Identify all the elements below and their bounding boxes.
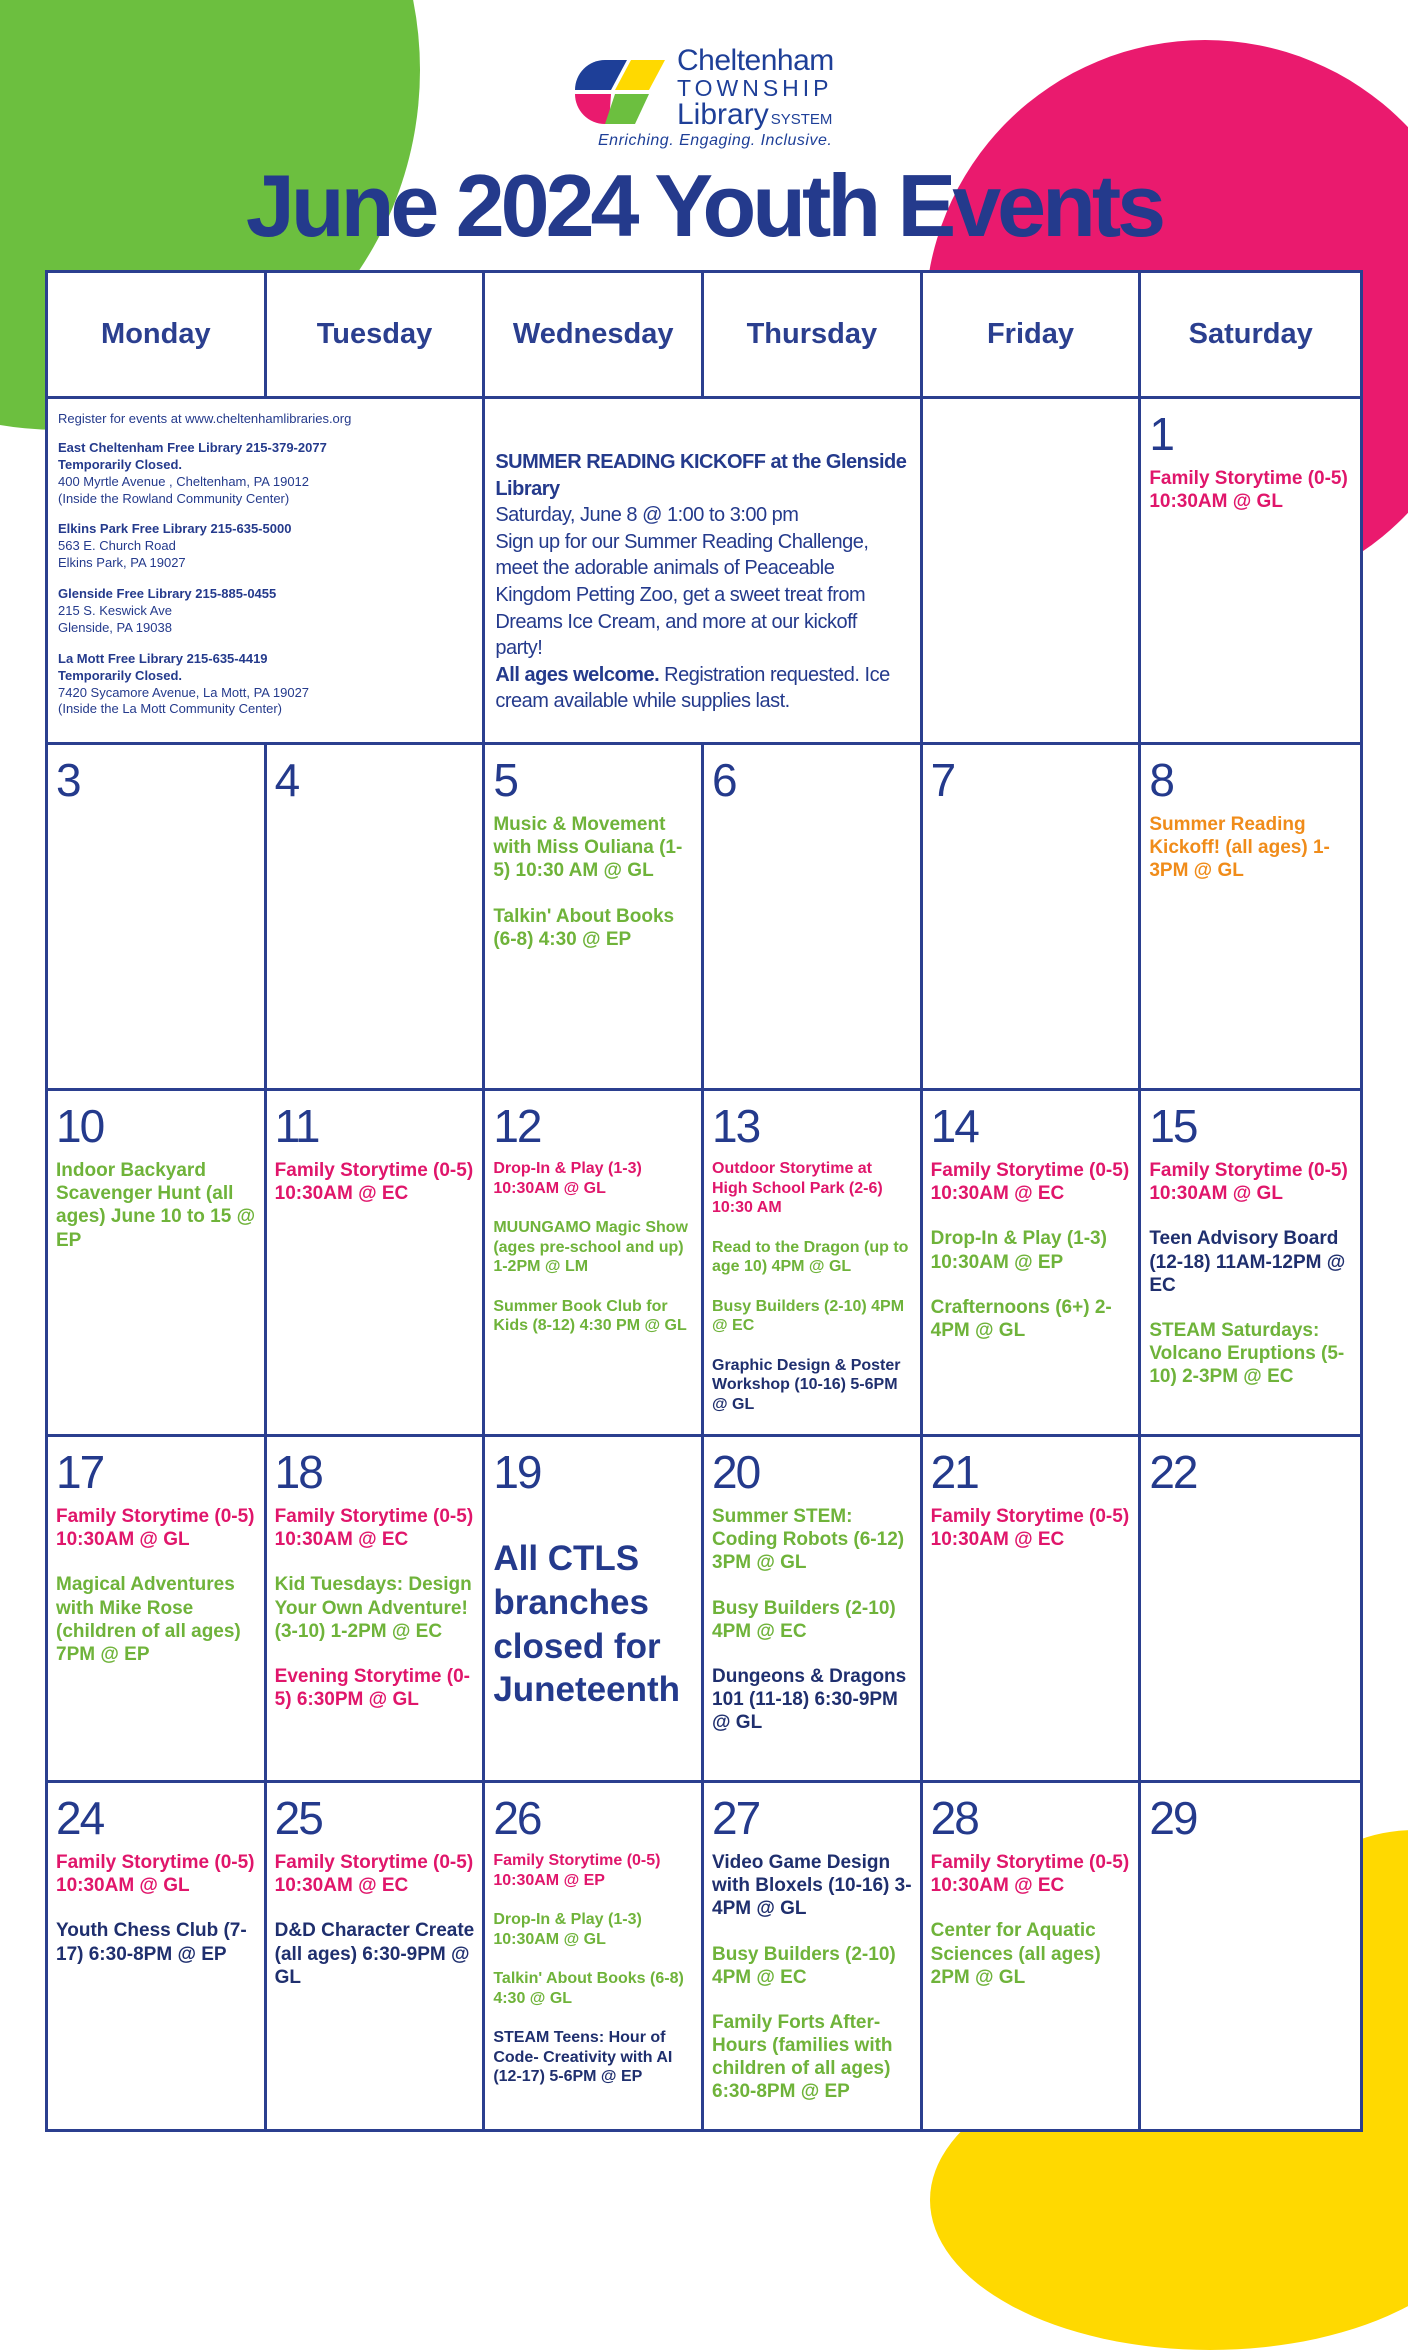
day-cell-20 — [704, 1437, 923, 1783]
day-number: 19 — [493, 1446, 541, 1498]
calendar-grid — [45, 270, 1363, 2132]
day-number: 24 — [56, 1792, 104, 1844]
day-cell-6 — [704, 745, 923, 1091]
day-header-wednesday: Wednesday — [485, 273, 704, 399]
day-cell-8 — [1141, 745, 1360, 1091]
event-item: Crafternoons (6+) 2-4PM @ GL — [930, 1296, 1112, 1341]
day-cell-11 — [267, 1091, 486, 1437]
branch-address: 563 E. Church Road — [58, 538, 176, 554]
day-cell-24 — [48, 1783, 267, 2129]
event-item: Teen Advisory Board (12-18) 11AM-12PM @ EC — [1149, 1228, 1346, 1296]
branch-name: Glenside Free Library 215-885-0455 — [58, 586, 277, 602]
event-item: Center for Aquatic Sciences (all ages) 2PM @ GL — [930, 1920, 1101, 1988]
event-item: Busy Builders (2-10) 4PM @ EC — [712, 1597, 896, 1642]
event-item: Drop-In & Play (1-3) 10:30AM @ GL — [493, 1911, 642, 1948]
event-item: Talkin' About Books (6-8) 4:30 @ GL — [493, 1970, 684, 2007]
branch-info-cell — [48, 399, 485, 745]
event-item: STEAM Saturdays: Volcano Eruptions (5-10) 2-3PM @ EC — [1149, 1319, 1345, 1388]
day-cell-29 — [1141, 1783, 1360, 2129]
branch-address: 7420 Sycamore Avenue, La Mott, PA 19027 — [58, 684, 310, 700]
branch-east-cheltenham — [58, 440, 472, 508]
event-item: Video Game Design with Bloxels (10-16) 3-4PM @ GL — [712, 1852, 912, 1920]
event-item: MUUNGAMO Magic Show (ages pre-school and up) 1-2PM @ LM — [493, 1219, 688, 1276]
day-header-friday: Friday — [923, 273, 1142, 399]
kickoff-description: Sign up for our Summer Reading Challenge, meet the adorable animals of Peaceable Kingdom Petting Zoo, get a sweet treat from Dreams Ice Cream, and more at our kickoff party! — [495, 530, 869, 660]
logo-line-library: Library — [677, 98, 769, 131]
day-number: 13 — [712, 1100, 760, 1152]
event-item: D&D Character Create (all ages) 6:30-9PM @ GL — [274, 1920, 475, 1988]
logo-tagline: Enriching. Engaging. Inclusive. — [598, 132, 833, 149]
day-cell-13 — [704, 1091, 923, 1437]
branch-address-city: Elkins Park, PA 19027 — [58, 555, 186, 571]
day-cell-17 — [48, 1437, 267, 1783]
closure-notice: All CTLS branches closed for Juneteenth — [493, 1539, 681, 1710]
event-item: Busy Builders (2-10) 4PM @ EC — [712, 1297, 905, 1335]
branch-status: Temporarily Closed. — [58, 667, 183, 683]
day-number: 20 — [712, 1446, 760, 1498]
day-number: 25 — [274, 1792, 322, 1844]
day-header-monday: Monday — [48, 273, 267, 399]
event-item: Talkin' About Books (6-8) 4:30 @ EP — [493, 905, 675, 950]
branch-address-note: (Inside the Rowland Community Center) — [58, 490, 290, 506]
event-item: Youth Chess Club (7-17) 6:30-8PM @ EP — [56, 1920, 247, 1965]
day-header-thursday: Thursday — [704, 273, 923, 399]
event-item: Music & Movement with Miss Ouliana (1-5) 10:30 AM @ GL — [493, 814, 683, 882]
event-item: STEAM Teens: Hour of Code- Creativity with AI (12-17) 5-6PM @ EP — [493, 2029, 673, 2086]
event-item: Drop-In & Play (1-3) 10:30AM @ EP — [930, 1228, 1107, 1273]
branch-address: 400 Myrtle Avenue , Cheltenham, PA 19012 — [58, 473, 310, 489]
day-cell-5 — [485, 745, 704, 1091]
day-number: 5 — [493, 754, 517, 806]
event-item: Family Storytime (0-5) 10:30AM @ EC — [274, 1852, 474, 1897]
day-cell-26 — [485, 1783, 704, 2129]
event-item: Drop-In & Play (1-3) 10:30AM @ GL — [493, 1160, 642, 1197]
day-cell-1 — [1141, 399, 1360, 745]
kickoff-date: Saturday, June 8 @ 1:00 to 3:00 pm — [495, 504, 799, 527]
day-cell-19 — [485, 1437, 704, 1783]
event-item: Summer STEM: Coding Robots (6-12) 3PM @ GL — [712, 1506, 905, 1574]
branch-address-city: Glenside, PA 19038 — [58, 619, 172, 635]
branch-status: Temporarily Closed. — [58, 456, 183, 472]
event-item: Kid Tuesdays: Design Your Own Adventure! (3-10) 1-2PM @ EC — [274, 1574, 472, 1642]
day-number: 29 — [1149, 1792, 1197, 1844]
day-number: 14 — [930, 1100, 978, 1152]
day-cell-27 — [704, 1783, 923, 2129]
event-item: Evening Storytime (0-5) 6:30PM @ GL — [274, 1665, 470, 1711]
event-item: Family Storytime (0-5) 10:30AM @ GL — [56, 1506, 255, 1551]
event-item: Dungeons & Dragons 101 (11-18) 6:30-9PM @ GL — [712, 1665, 907, 1734]
day-cell-22 — [1141, 1437, 1360, 1783]
logo-line-system: SYSTEM — [770, 111, 833, 128]
day-cell-15 — [1141, 1091, 1360, 1437]
kickoff-note: Registration requested. Ice cream available while supplies last. — [495, 663, 890, 713]
day-cell-21 — [923, 1437, 1142, 1783]
event-item: Magical Adventures with Mike Rose (children of all ages) 7PM @ EP — [56, 1574, 241, 1665]
kickoff-title: SUMMER READING KICKOFF at the Glenside Library — [495, 451, 907, 500]
register-note: Register for events at www.cheltenhamlibraries.org — [58, 411, 352, 426]
day-number: 12 — [493, 1100, 541, 1152]
day-header-tuesday: Tuesday — [267, 273, 486, 399]
day-cell-3 — [48, 745, 267, 1091]
event-item: Busy Builders (2-10) 4PM @ EC — [712, 1943, 896, 1988]
kickoff-all-ages: All ages welcome. — [495, 663, 660, 686]
event-item: Family Storytime (0-5) 10:30AM @ GL — [1149, 468, 1348, 513]
day-cell-12 — [485, 1091, 704, 1437]
branch-name: East Cheltenham Free Library 215-379-2077 — [58, 439, 327, 455]
branch-la-mott — [58, 651, 472, 719]
event-item: Summer Reading Kickoff! (all ages) 1-3PM @ GL — [1149, 814, 1330, 882]
event-item: Summer Book Club for Kids (8-12) 4:30 PM @ GL — [493, 1297, 687, 1335]
day-cell-14 — [923, 1091, 1142, 1437]
day-number: 8 — [1149, 754, 1173, 806]
day-number: 7 — [930, 754, 955, 806]
day-number: 4 — [274, 754, 299, 806]
event-item: Family Storytime (0-5) 10:30AM @ EC — [274, 1506, 474, 1551]
event-item: Family Storytime (0-5) 10:30AM @ EC — [930, 1160, 1130, 1205]
day-header-saturday: Saturday — [1141, 273, 1360, 399]
day-cell-18 — [267, 1437, 486, 1783]
day-cell-empty — [923, 399, 1142, 745]
day-number: 11 — [274, 1100, 319, 1152]
event-item: Family Storytime (0-5) 10:30AM @ EP — [493, 1852, 661, 1889]
day-number: 21 — [930, 1446, 978, 1498]
day-number: 18 — [274, 1446, 322, 1498]
branch-name: Elkins Park Free Library 215-635-5000 — [58, 521, 292, 537]
event-item: Indoor Backyard Scavenger Hunt (all ages) June 10 to 15 @ EP — [56, 1160, 256, 1251]
day-number: 6 — [712, 754, 736, 806]
event-item: Family Storytime (0-5) 10:30AM @ GL — [56, 1852, 255, 1897]
day-number: 22 — [1149, 1446, 1197, 1498]
day-number: 27 — [712, 1792, 760, 1844]
header — [0, 0, 1408, 270]
branch-name: La Mott Free Library 215-635-4419 — [58, 650, 268, 666]
day-number: 10 — [56, 1100, 104, 1152]
event-item: Family Storytime (0-5) 10:30AM @ GL — [1149, 1160, 1348, 1205]
branch-elkins-park — [58, 521, 472, 572]
logo-line-township: TOWNSHIP — [677, 75, 833, 101]
day-number: 28 — [930, 1792, 978, 1844]
day-number: 26 — [493, 1792, 541, 1844]
day-cell-25 — [267, 1783, 486, 2129]
branch-glenside — [58, 586, 472, 637]
day-cell-4 — [267, 745, 486, 1091]
library-logo-mark-icon — [565, 52, 675, 128]
event-item: Family Forts After-Hours (families with children of all ages) 6:30-8PM @ EP — [712, 2011, 893, 2103]
day-number: 17 — [56, 1446, 104, 1498]
day-cell-7 — [923, 745, 1142, 1091]
event-item: Graphic Design & Poster Workshop (10-16) 5-6PM @ GL — [712, 1356, 901, 1413]
day-number: 15 — [1149, 1100, 1197, 1152]
event-item: Family Storytime (0-5) 10:30AM @ EC — [930, 1506, 1130, 1551]
branch-address: 215 S. Keswick Ave — [58, 603, 172, 619]
day-cell-28 — [923, 1783, 1142, 2129]
summer-reading-kickoff-announcement — [485, 399, 922, 745]
page-title: June 2024 Youth Events — [245, 156, 1163, 255]
day-number: 3 — [56, 754, 80, 806]
branch-address-note: (Inside the La Mott Community Center) — [58, 701, 282, 717]
event-item: Family Storytime (0-5) 10:30AM @ EC — [930, 1852, 1130, 1897]
day-number: 1 — [1149, 408, 1173, 460]
library-logo-wordmark — [677, 46, 834, 130]
event-item: Outdoor Storytime at High School Park (2-6) 10:30 AM — [712, 1160, 883, 1217]
event-item: Read to the Dragon (up to age 10) 4PM @ GL — [712, 1238, 909, 1276]
logo-line-cheltenham: Cheltenham — [677, 44, 834, 77]
event-item: Family Storytime (0-5) 10:30AM @ EC — [274, 1160, 474, 1205]
day-cell-10 — [48, 1091, 267, 1437]
